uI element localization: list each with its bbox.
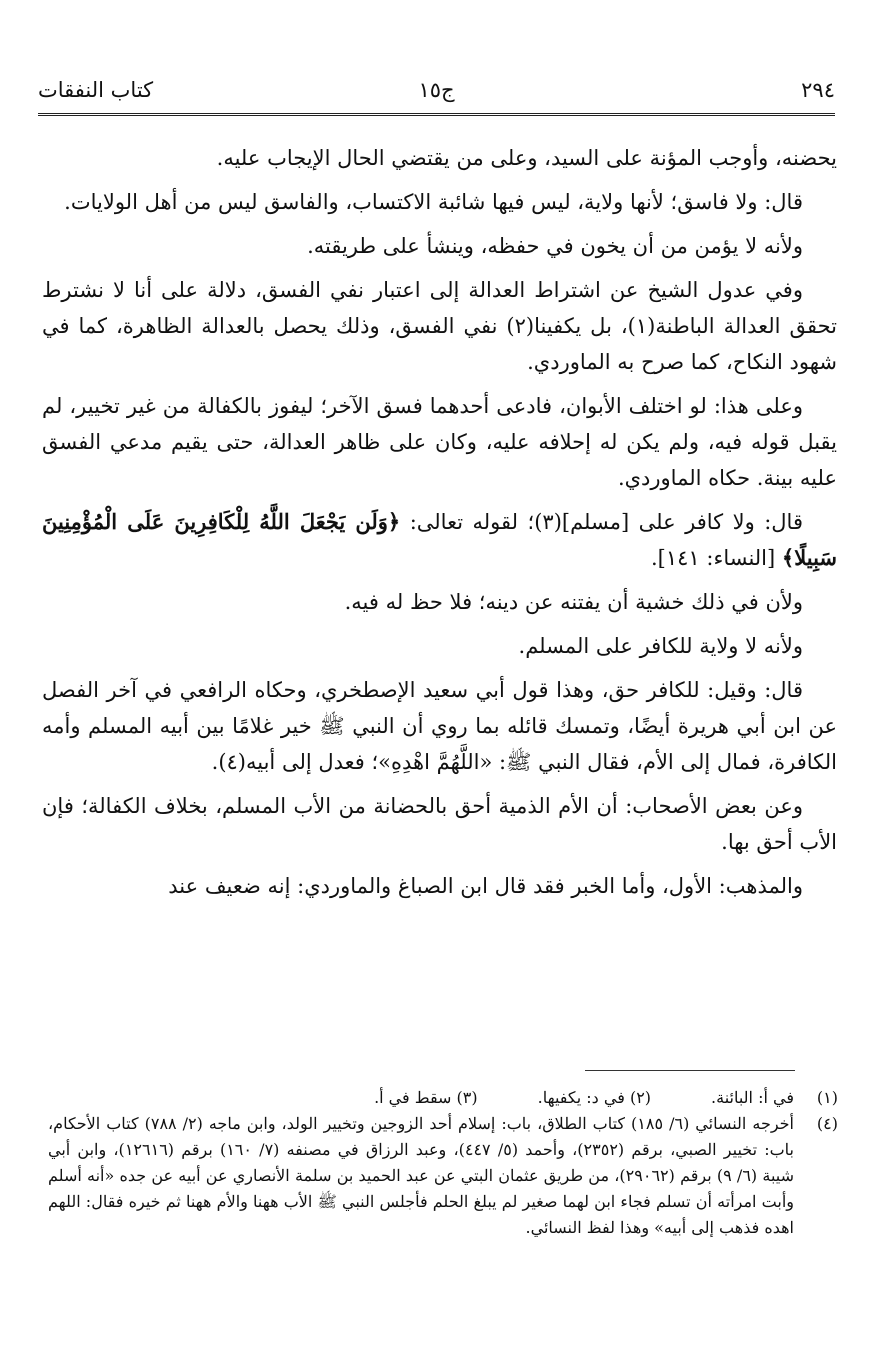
verse-paragraph: [42, 504, 837, 576]
paragraph: وفي عدول الشيخ عن اشتراط العدالة إلى اعتبار نفي الفسق، دلالة على أنا لا نشترط تحقق العدالة الباطنة(١)، بل يكفينا(٢) نفي الفسق، وذلك يحصل بالعدالة الظاهرة، كما في شهود النكاح، كما صرح به الماوردي.: [42, 278, 837, 374]
paragraph: وعلى هذا: لو اختلف الأبوان، فادعى أحدهما فسق الآخر؛ ليفوز بالكفالة من غير تخيير، لم يقبل قوله فيه، ولم يكن له إحلافه عليه، وكان على ظاهر العدالة، حتى يقيم مدعي الفسق عليه بينة. حكاه الماوردي.: [42, 394, 837, 490]
paragraph: يحضنه، وأوجب المؤنة على السيد، وعلى من يقتضي الحال الإيجاب عليه.: [216, 146, 837, 170]
paragraph: ولأن في ذلك خشية أن يفتنه عن دينه؛ فلا حظ له فيه.: [344, 590, 803, 614]
footnote-text: سقط في أ.: [374, 1088, 452, 1107]
footnote-number: (٣): [456, 1088, 478, 1107]
page-number: ٢٩٤: [801, 78, 835, 102]
paragraph: وعن بعض الأصحاب: أن الأم الذمية أحق بالحضانة من الأب المسلم، بخلاف الكفالة؛ فإن الأب أحق بها.: [42, 794, 837, 854]
quran-verse: ﴿وَلَن يَجْعَلَ اللَّهُ لِلْكَافِرِينَ عَلَى الْمُؤْمِنِينَ سَبِيلًا﴾: [42, 509, 837, 570]
footnote-4: [48, 1111, 838, 1241]
paragraph: والمذهب: الأول، وأما الخبر فقد قال ابن الصباغ والماوردي: إنه ضعيف عند: [168, 874, 803, 898]
footnote-2: [538, 1085, 651, 1111]
footnote-3: [374, 1085, 478, 1111]
footnote-text: في أ: البائنة.: [711, 1088, 794, 1107]
verse-reference: [النساء: ١٤١].: [650, 546, 782, 570]
footnote-number: (٢): [629, 1088, 652, 1107]
page-header: [38, 70, 835, 110]
paragraph: قال: وقيل: للكافر حق، وهذا قول أبي سعيد الإصطخري، وحكاه الرافعي في آخر الفصل عن ابن أبي هريرة أيضًا، وتمسك قائله بما روي أن النبي ﷺ خير غلامًا بين أبيه المسلم وأمه الكافرة، فمال إلى الأم، فقال النبي ﷺ: «اللَّهُمَّ اهْدِهِ»؛ فعدل إلى أبيه(٤).: [42, 678, 837, 774]
footnote-text: في د: يكفيها.: [537, 1088, 625, 1107]
footnote-divider: [585, 1070, 795, 1071]
footnote-row-1-3: [48, 1085, 838, 1111]
footnote-number: (١): [816, 1088, 838, 1107]
volume-label: ج١٥: [418, 78, 455, 102]
header-divider: [38, 113, 835, 116]
verse-intro: قال: ولا كافر على [مسلم](٣)؛ لقوله تعالى:: [400, 510, 803, 534]
paragraph: قال: ولا فاسق؛ لأنها ولاية، ليس فيها شائبة الاكتساب، والفاسق ليس من أهل الولايات.: [64, 190, 803, 214]
footnote-number: (٤): [816, 1114, 838, 1133]
footnote-text: أخرجه النسائي (٦/ ١٨٥) كتاب الطلاق، باب: إسلام أحد الزوجين وتخيير الولد، وابن ماجه (٢/ ٧٨٨) كتاب الأحكام، باب: تخيير الصبي، برقم (٢٣٥٢)، وأحمد (٥/ ٤٤٧)، وعبد الرزاق في مصنفه (٧/ ١٦٠) برقم (١٢٦١٦)، وابن أبي شيبة (٦/ ٩) برقم (٢٩٠٦٢)، من طريق عثمان البتي عن عبد الحميد بن سلمة الأنصاري عن أبيه عن جده «أنه أسلم وأبت امرأته أن تسلم فجاء ابن لهما صغير لم يبلغ الحلم فأجلس النبي ﷺ الأب ههنا والأم ههنا ثم خيره فقال: اللهم اهده فذهب إلى أبيه» وهذا لفظ النسائي.: [48, 1114, 795, 1237]
paragraph: ولأنه لا يؤمن من أن يخون في حفظه، وينشأ على طريقته.: [307, 234, 803, 258]
footnotes: [48, 1085, 838, 1241]
book-title: كتاب النفقات: [38, 78, 154, 102]
main-text: [42, 140, 837, 912]
paragraph: ولأنه لا ولاية للكافر على المسلم.: [518, 634, 803, 658]
